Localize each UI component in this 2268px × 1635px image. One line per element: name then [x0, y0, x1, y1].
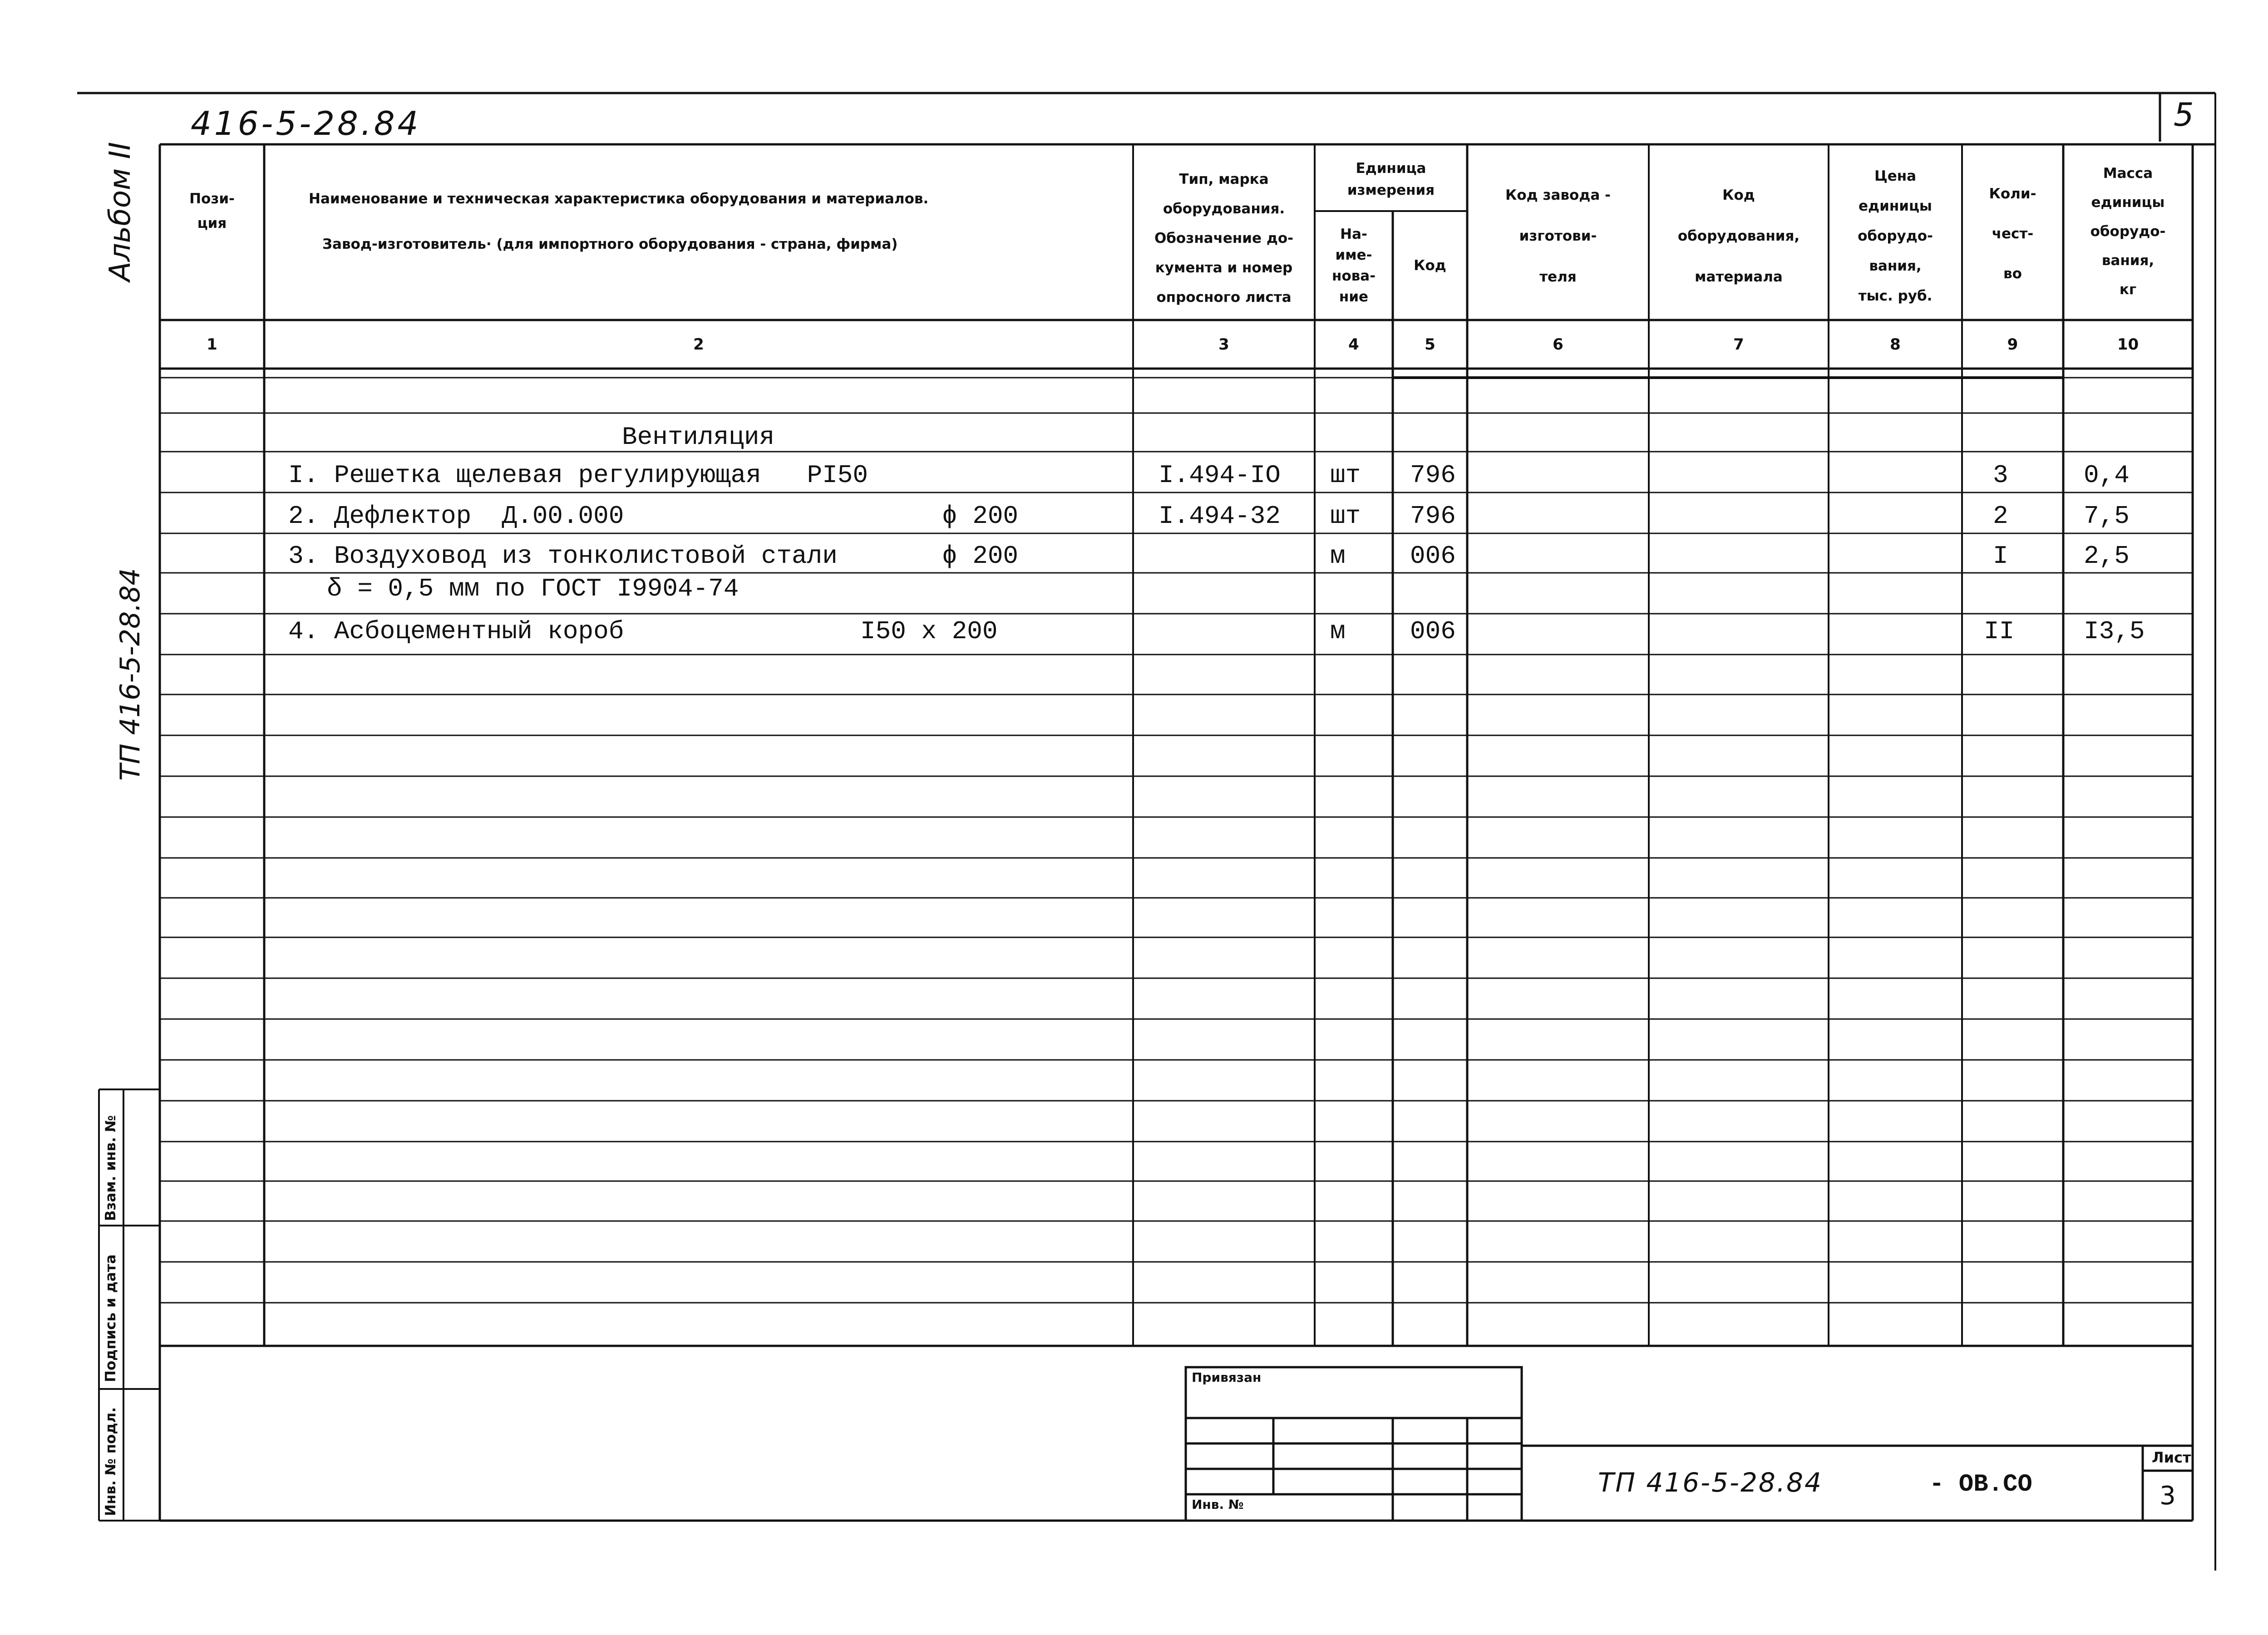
item-3-mass: 2,5 [2084, 542, 2130, 571]
stamp-list-label: Лист [2152, 1449, 2191, 1466]
stamp-podpis-data: Подпись и дата [103, 1254, 119, 1382]
header-price: Цена единицы оборудо- вания, тыс. руб. [1858, 168, 1933, 304]
item-3-name: 3. Воздуховод из тонколистовой стали [288, 542, 838, 571]
album-label: Альбом II [104, 142, 137, 281]
colnum-2: 2 [693, 335, 704, 354]
colnum-5: 5 [1425, 335, 1435, 354]
header-name: Наименование и техническая характеристика оборудования и материалов. [309, 191, 929, 207]
header-mass: Масса единицы оборудо- вания, кг [2090, 165, 2166, 298]
header-plant-code: Код завода - изготови- теля [1505, 187, 1611, 285]
stamp-doc-code: ТП 416-5-28.84 [1598, 1467, 1823, 1498]
colnum-7: 7 [1733, 335, 1744, 354]
colnum-9: 9 [2007, 335, 2018, 354]
header-position: Пози- ция [189, 191, 235, 231]
item-4-name: 4. Асбоцементный короб [288, 617, 624, 646]
colnum-3: 3 [1218, 335, 1229, 354]
item-2-dim: ϕ 200 [942, 502, 1019, 531]
item-1-mark: I.494-IO [1159, 461, 1281, 490]
page-number: 5 [2174, 96, 2194, 133]
item-4-dim: I50 x 200 [860, 617, 998, 646]
item-2-name: 2. Дефлектор Д.00.000 [288, 502, 624, 531]
header-unit-group: Единица измерения [1347, 160, 1435, 198]
sheet-top-code: 416-5-28.84 [191, 104, 421, 143]
item-1-qty: 3 [1993, 461, 2008, 490]
item-1-mass: 0,4 [2084, 461, 2130, 490]
item-3-spec: δ = 0,5 мм по ГОСТ I9904-74 [327, 574, 739, 603]
left-code: ТП 416-5-28.84 [114, 568, 146, 781]
header-unit-name: На- име- нова- ние [1331, 226, 1376, 305]
colnum-1: 1 [207, 335, 217, 354]
item-3-qty: I [1993, 542, 2008, 571]
item-4-code: 006 [1410, 617, 1456, 646]
stamp-doc-suffix: - ОВ.СО [1929, 1471, 2032, 1498]
item-1-unit: шт [1330, 461, 1361, 490]
item-2-qty: 2 [1993, 502, 2008, 531]
header-quantity: Коли- чест- во [1989, 186, 2036, 282]
header-manufacturer: Завод-изготовитель· (для импортного оборудования - страна, фирма) [322, 236, 898, 252]
colnum-6: 6 [1553, 335, 1563, 354]
item-1-name: I. Решетка щелевая регулирующая PI50 [288, 461, 868, 490]
stamp-privyazan: Привязан [1192, 1370, 1262, 1385]
item-4-unit: м [1330, 617, 1346, 646]
stamp-inv-no: Инв. № [1192, 1497, 1244, 1512]
stamp-list-number: 3 [2160, 1481, 2176, 1511]
item-2-mark: I.494-32 [1159, 502, 1281, 531]
item-3-dim: ϕ 200 [942, 542, 1019, 571]
item-4-mass: I3,5 [2084, 617, 2145, 646]
item-2-mass: 7,5 [2084, 502, 2130, 531]
header-unit-code: Код [1414, 257, 1446, 274]
item-3-unit: м [1330, 542, 1346, 571]
item-3-code: 006 [1410, 542, 1456, 571]
section-title: Вентиляция [622, 423, 775, 452]
stamp-inv-podl: Инв. № подл. [103, 1407, 119, 1516]
header-equipment-code: Код оборудования, материала [1677, 187, 1800, 285]
colnum-4: 4 [1348, 335, 1359, 354]
colnum-8: 8 [1890, 335, 1901, 354]
item-2-code: 796 [1410, 502, 1456, 531]
colnum-10: 10 [2117, 335, 2139, 354]
item-4-qty: II [1984, 617, 2015, 646]
header-type: Тип, марка оборудования. Обозначение до- кумента и номер опросного листа [1154, 171, 1294, 305]
item-2-unit: шт [1330, 502, 1361, 531]
stamp-vzam-inv: Взам. инв. № [103, 1115, 119, 1221]
item-1-code: 796 [1410, 461, 1456, 490]
